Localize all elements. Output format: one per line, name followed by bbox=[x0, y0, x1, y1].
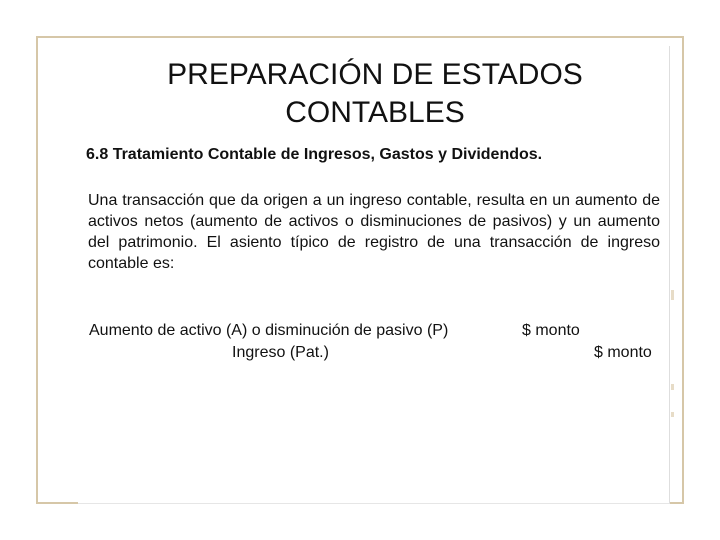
decorative-edge-mark bbox=[671, 384, 674, 390]
journal-credit-account: Ingreso (Pat.) bbox=[232, 344, 329, 361]
body-paragraph: Una transacción que da origen a un ingreso contable, resulta en un aumento de activos netos (aumento de activos o disminuciones de pasivos) y un aumento del patrimonio. El asiento típico de registro de una transacción de ingreso contable es: bbox=[88, 192, 660, 272]
section-heading: 6.8 Tratamiento Contable de Ingresos, Gastos y Dividendos. bbox=[86, 146, 543, 163]
decorative-edge-mark bbox=[671, 412, 674, 417]
journal-debit-account: Aumento de activo (A) o disminución de pasivo (P) bbox=[89, 322, 449, 339]
slide-title: PREPARACIÓN DE ESTADOS CONTABLES bbox=[167, 58, 583, 129]
journal-credit-amount: $ monto bbox=[594, 344, 652, 361]
journal-debit-amount: $ monto bbox=[522, 322, 580, 339]
decorative-edge-mark bbox=[671, 290, 674, 300]
